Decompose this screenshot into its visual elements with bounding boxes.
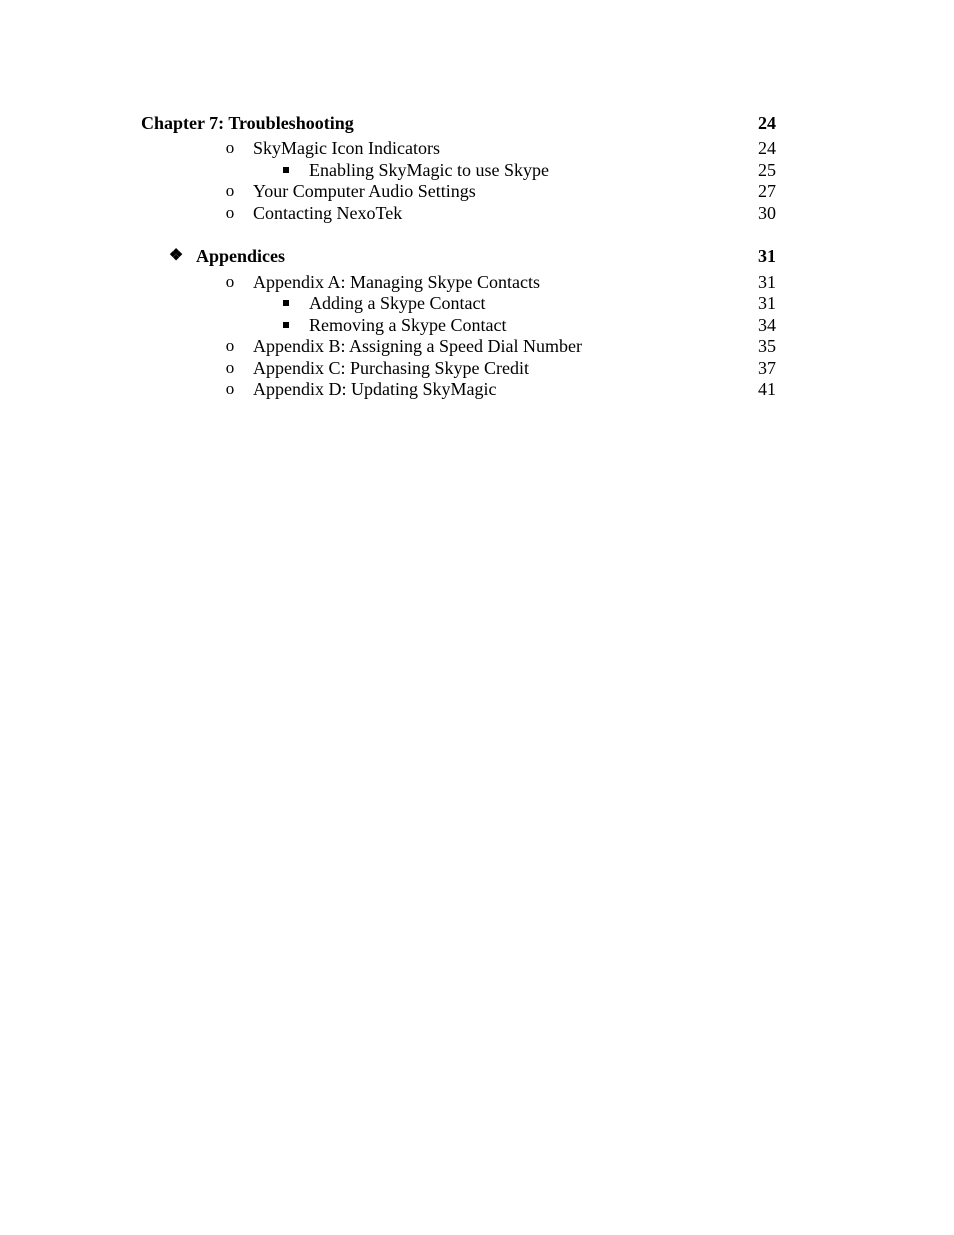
square-bullet-icon <box>283 322 289 328</box>
square-bullet-icon <box>283 167 289 173</box>
toc-entry <box>0 137 954 159</box>
toc-entry-page: 34 <box>758 315 776 335</box>
toc-entry <box>0 314 954 336</box>
toc-entry-title: Appendix B: Assigning a Speed Dial Number <box>253 336 582 356</box>
toc-entry-page: 31 <box>758 246 776 266</box>
toc-entry-page: 41 <box>758 379 776 399</box>
circle-bullet-icon: o <box>225 203 235 222</box>
toc-entry-page: 35 <box>758 336 776 356</box>
toc-entry-page: 24 <box>758 113 776 133</box>
toc-entry <box>0 271 954 293</box>
toc-entry <box>0 180 954 202</box>
toc-entry-page: 31 <box>758 293 776 313</box>
toc-entry-title: Appendix C: Purchasing Skype Credit <box>253 358 529 378</box>
toc-entry-page: 31 <box>758 272 776 292</box>
toc-entry <box>0 292 954 314</box>
toc-entry-page: 24 <box>758 138 776 158</box>
toc-entry-title: Removing a Skype Contact <box>309 315 507 335</box>
toc-entry-title: Enabling SkyMagic to use Skype <box>309 160 549 180</box>
diamond-bullet-icon: ❖ <box>168 247 184 264</box>
toc-entry-chapter7 <box>0 112 954 134</box>
circle-bullet-icon: o <box>225 138 235 157</box>
circle-bullet-icon: o <box>225 379 235 398</box>
toc-entry-title: Your Computer Audio Settings <box>253 181 476 201</box>
circle-bullet-icon: o <box>225 336 235 355</box>
toc-entry-page: 30 <box>758 203 776 223</box>
toc-entry <box>0 357 954 379</box>
toc-entry-title: Chapter 7: Troubleshooting <box>141 113 354 133</box>
toc-entry-page: 27 <box>758 181 776 201</box>
toc-entry-page: 25 <box>758 160 776 180</box>
toc-entry <box>0 378 954 400</box>
circle-bullet-icon: o <box>225 358 235 377</box>
toc-entry-title: SkyMagic Icon Indicators <box>253 138 440 158</box>
toc-entry <box>0 159 954 181</box>
square-bullet-icon <box>283 300 289 306</box>
toc-entry-title: Adding a Skype Contact <box>309 293 486 313</box>
circle-bullet-icon: o <box>225 272 235 291</box>
toc-entry-appendices <box>0 245 954 267</box>
toc-entry-title: Appendix A: Managing Skype Contacts <box>253 272 540 292</box>
toc-entry-title: Appendices <box>196 246 286 266</box>
toc-entry <box>0 202 954 224</box>
toc-entry-title: Appendix D: Updating SkyMagic <box>253 379 497 399</box>
toc-entry <box>0 335 954 357</box>
toc-entry-page: 37 <box>758 358 776 378</box>
circle-bullet-icon: o <box>225 181 235 200</box>
toc-entry-title: Contacting NexoTek <box>253 203 403 223</box>
